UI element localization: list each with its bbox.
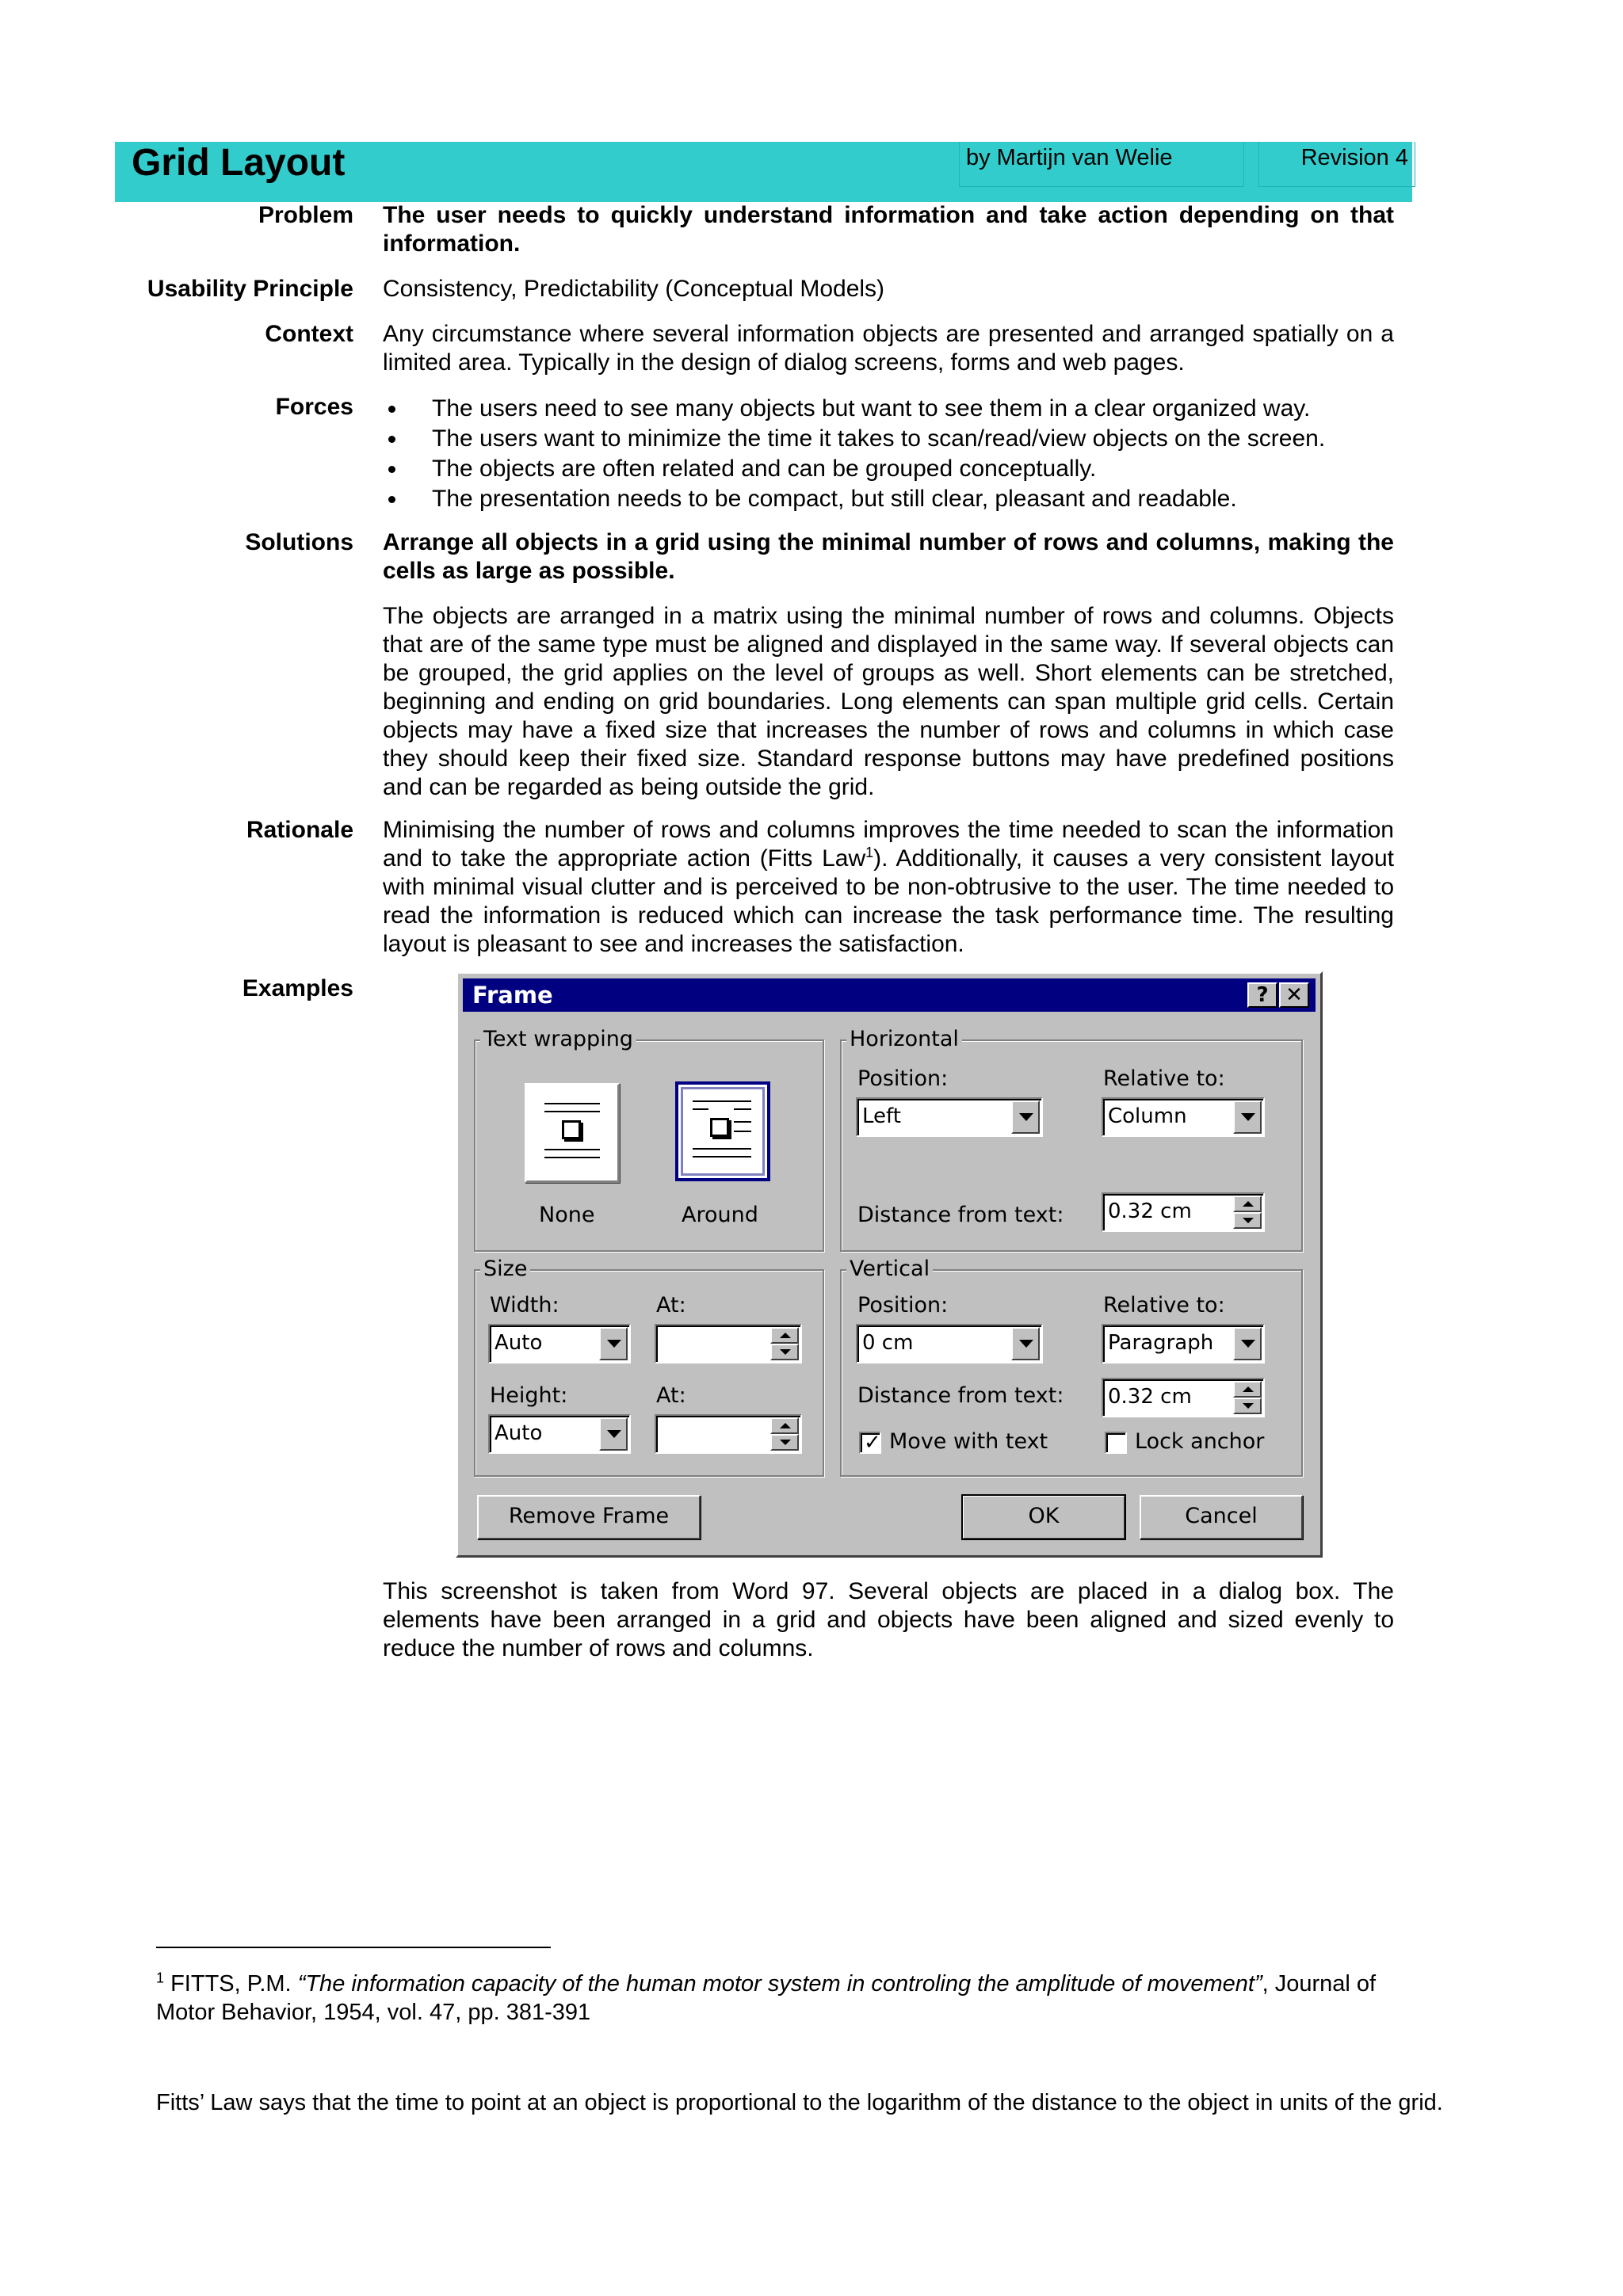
horizontal-title: Horizontal <box>846 1028 962 1051</box>
v-relative-select[interactable] <box>1102 1324 1265 1363</box>
text-wrapping-title: Text wrapping <box>480 1028 636 1051</box>
footnote-number: 1 <box>156 1970 165 1986</box>
h-distance-label: Distance from text: <box>857 1203 1064 1227</box>
forces-label: Forces <box>275 394 353 420</box>
chevron-down-icon[interactable] <box>599 1327 628 1360</box>
v-distance-label: Distance from text: <box>857 1383 1064 1408</box>
v-position-label: Position: <box>857 1293 949 1318</box>
v-distance-value: 0.32 cm <box>1108 1385 1192 1409</box>
width-label: Width: <box>490 1293 559 1318</box>
spin-up-icon[interactable] <box>770 1327 799 1344</box>
footnote-ref: 1 <box>865 845 874 860</box>
context-label: Context <box>265 321 353 347</box>
h-position-select[interactable] <box>856 1097 1043 1137</box>
h-position-label: Position: <box>857 1066 949 1091</box>
footnote-rest-1: , Journal of <box>1262 1971 1377 1997</box>
help-button[interactable]: ? <box>1247 982 1277 1008</box>
checkmark-icon: ✓ <box>864 1431 881 1455</box>
h-relative-label: Relative to: <box>1103 1066 1225 1091</box>
spin-down-icon[interactable] <box>770 1344 799 1360</box>
v-position-select[interactable] <box>856 1324 1043 1363</box>
height-at-label: At: <box>656 1383 686 1408</box>
vertical-title: Vertical <box>846 1257 933 1281</box>
h-relative-select[interactable] <box>1102 1097 1265 1137</box>
page-title: Grid Layout <box>132 142 346 184</box>
solutions-summary: Arrange all objects in a grid using the minimal number of rows and columns, making the cells as large as possible. <box>383 529 1394 584</box>
chevron-down-icon[interactable] <box>599 1417 628 1451</box>
v-position-value: 0 cm <box>862 1331 914 1355</box>
footnote-1 <box>156 1970 1487 2027</box>
list-item: The objects are often related and can be grouped conceptually. <box>383 455 1394 485</box>
frame-dialog <box>456 971 1323 1558</box>
chevron-down-icon[interactable] <box>1233 1100 1262 1134</box>
footnote-title: “The information capacity of the human motor system in controling the amplitude of movement” <box>297 1971 1262 1997</box>
ok-button[interactable]: OK <box>962 1495 1125 1539</box>
wrap-none-button[interactable] <box>525 1083 620 1183</box>
lock-anchor-label: Lock anchor <box>1135 1429 1265 1454</box>
solutions-label: Solutions <box>245 529 353 555</box>
wrap-none-label: None <box>539 1203 595 1227</box>
rationale-text-after: ). Additionally, it causes a very consistent layout with minimal visual clutter and is perceived to be non-obtrusive to the user. The time needed to read the information is reduced which can increase the task performance time. The resulting layout is pleasant to see and increases the satisfaction. <box>383 845 1395 957</box>
list-item: The users want to minimize the time it takes to scan/read/view objects on the screen. <box>383 425 1394 455</box>
list-item: The users need to see many objects but want to see them in a clear organized way. <box>383 395 1394 425</box>
footnote-author: FITTS, P.M. <box>170 1971 292 1997</box>
rationale-text <box>383 816 1394 959</box>
revision-label: Revision 4 <box>1258 142 1415 187</box>
frame-icon <box>562 1120 581 1139</box>
width-select[interactable] <box>488 1324 631 1363</box>
h-distance-input[interactable] <box>1102 1192 1265 1232</box>
forces-list-container <box>383 395 1394 515</box>
spinner[interactable] <box>1233 1381 1262 1414</box>
h-distance-value: 0.32 cm <box>1108 1199 1192 1223</box>
examples-caption: This screenshot is taken from Word 97. Several objects are placed in a dialog box. The elements have been arranged in a grid and objects have been aligned and sized evenly to reduce the number of rows and columns. <box>383 1578 1394 1661</box>
spin-up-icon[interactable] <box>1233 1381 1262 1398</box>
problem-text: The user needs to quickly understand information and take action depending on that information. <box>383 202 1394 257</box>
close-button[interactable]: ✕ <box>1279 982 1309 1008</box>
v-relative-value: Paragraph <box>1108 1331 1214 1355</box>
v-relative-label: Relative to: <box>1103 1293 1225 1318</box>
problem-label: Problem <box>258 202 353 228</box>
fitts-note: Fitts’ Law says that the time to point at an object is proportional to the logarithm of the distance to the object in units of the grid. <box>156 2090 1443 2115</box>
list-item: The presentation needs to be compact, but still clear, pleasant and readable. <box>383 485 1394 515</box>
spinner[interactable] <box>770 1417 799 1451</box>
v-distance-input[interactable] <box>1102 1378 1265 1417</box>
width-value: Auto <box>495 1331 543 1355</box>
h-position-value: Left <box>862 1104 901 1128</box>
chevron-down-icon[interactable] <box>1011 1327 1040 1360</box>
spin-down-icon[interactable] <box>1233 1398 1262 1414</box>
move-with-text-label: Move with text <box>889 1429 1048 1454</box>
solutions-text: The objects are arranged in a matrix using the minimal number of rows and columns. Objects that are of the same type must be aligned and displayed in the same way. If several objects can be grouped, the grid applies on the level of groups as well. Short elements can be stretched, beginning and ending on grid boundaries. Long elements can span multiple grid cells. Certain objects may have a fixed size that increases the number of rows and columns in which case they should keep their fixed size. Standard response buttons may have predefined positions and can be regarded as being outside the grid. <box>383 603 1394 800</box>
wrap-around-label: Around <box>682 1203 758 1227</box>
spinner[interactable] <box>1233 1196 1262 1229</box>
h-relative-value: Column <box>1108 1104 1187 1128</box>
height-label: Height: <box>490 1383 568 1408</box>
lock-anchor-checkbox[interactable] <box>1105 1432 1127 1454</box>
footnote-divider <box>156 1947 551 1948</box>
spin-down-icon[interactable] <box>770 1434 799 1451</box>
size-title: Size <box>480 1257 530 1281</box>
frame-icon <box>710 1118 729 1137</box>
width-at-input[interactable] <box>655 1324 802 1363</box>
usability-principle-label: Usability Principle <box>147 276 353 302</box>
author-label: by Martijn van Welie <box>959 142 1244 187</box>
move-with-text-checkbox[interactable] <box>859 1432 881 1454</box>
wrap-around-button[interactable] <box>675 1081 770 1181</box>
height-select[interactable] <box>488 1414 631 1454</box>
examples-label: Examples <box>242 975 353 1001</box>
spinner[interactable] <box>770 1327 799 1360</box>
remove-frame-button[interactable]: Remove Frame <box>477 1495 701 1539</box>
context-text: Any circumstance where several information objects are presented and arranged spatially on a limited area. Typically in the design of dialog screens, forms and web pages. <box>383 321 1394 376</box>
chevron-down-icon[interactable] <box>1011 1100 1040 1134</box>
height-value: Auto <box>495 1421 543 1445</box>
usability-principle-text: Consistency, Predictability (Conceptual Models) <box>383 276 885 302</box>
spin-up-icon[interactable] <box>770 1417 799 1434</box>
spin-up-icon[interactable] <box>1233 1196 1262 1212</box>
footnote-rest-2: Motor Behavior, 1954, vol. 47, pp. 381-391 <box>156 2000 591 2025</box>
height-at-input[interactable] <box>655 1414 802 1454</box>
chevron-down-icon[interactable] <box>1233 1327 1262 1360</box>
rationale-text-before: Minimising the number of rows and columns improves the time needed to scan the information and to take the appropriate action (Fitts Law <box>383 817 1394 871</box>
cancel-button[interactable]: Cancel <box>1140 1495 1303 1539</box>
width-at-label: At: <box>656 1293 686 1318</box>
dialog-titlebar <box>463 978 1316 1012</box>
forces-list <box>383 395 1394 515</box>
dialog-title: Frame <box>472 982 553 1009</box>
spin-down-icon[interactable] <box>1233 1212 1262 1229</box>
rationale-label: Rationale <box>246 817 353 843</box>
